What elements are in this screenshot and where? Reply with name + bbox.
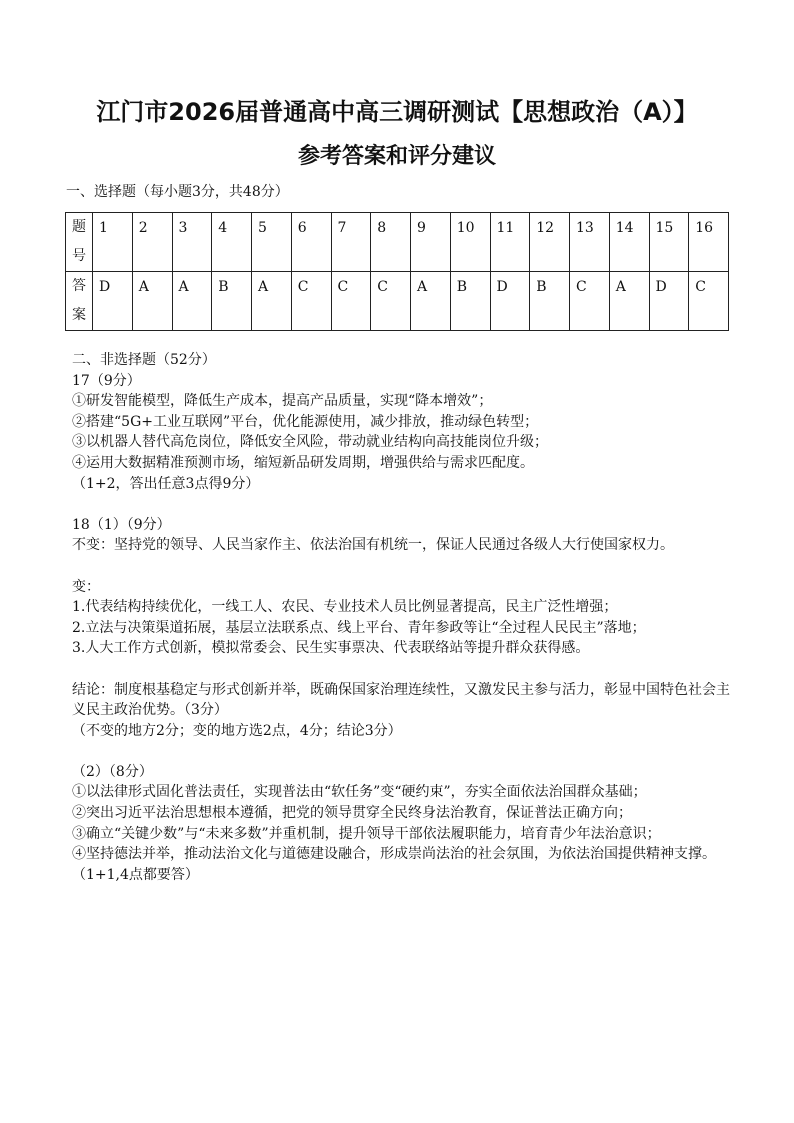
section2-heading: 二、非选择题（52分） bbox=[72, 352, 216, 368]
q18-2-point: ④坚持德法并举，推动法治文化与道德建设融合，形成崇尚法治的社会氛围，为依法治国提供精神支撑。 bbox=[72, 846, 716, 863]
answer-cell: B bbox=[212, 272, 252, 331]
q17-point: ②搭建“5G+工业互联网”平台，优化能源使用，减少排放，推动绿色转型； bbox=[72, 413, 539, 430]
answer-cell: A bbox=[252, 272, 292, 331]
q18-1-note: （不变的地方2分；变的地方选2点，4分；结论3分） bbox=[72, 722, 402, 739]
q17-note: （1+2，答出任意3点得9分） bbox=[72, 475, 260, 492]
q18-1-changed-point: 3.人大工作方式创新，模拟常委会、民生实事票决、代表联络站等提升群众获得感。 bbox=[72, 640, 590, 657]
q18-1-label: 18（1）（9分） bbox=[72, 516, 171, 533]
question-number-cell: 12 bbox=[530, 213, 570, 272]
question-number-cell: 10 bbox=[450, 213, 490, 272]
question-number-cell: 2 bbox=[132, 213, 172, 272]
q17-point: ③以机器人替代高危岗位，降低安全风险，带动就业结构向高技能岗位升级； bbox=[72, 434, 548, 451]
answer-cell: D bbox=[649, 272, 689, 331]
section2 bbox=[72, 350, 732, 885]
q18-2-note: （1+1,4点都要答） bbox=[72, 866, 199, 883]
q18-1-changed-label: 变： bbox=[72, 578, 100, 595]
answer-cell: B bbox=[530, 272, 570, 331]
page-title: 江门市2026届普通高中高三调研测试【思想政治（A）】 bbox=[96, 98, 698, 126]
question-number-cell: 13 bbox=[570, 213, 610, 272]
question-number-cell: 16 bbox=[689, 213, 729, 272]
answer-cell: C bbox=[291, 272, 331, 331]
q18-2-point: ③确立“关键少数”与“未来多数”并重机制，提升领导干部依法履职能力，培育青少年法治意识； bbox=[72, 825, 661, 842]
answer-cell: A bbox=[132, 272, 172, 331]
answer-cell: A bbox=[609, 272, 649, 331]
question-number-cell: 4 bbox=[212, 213, 252, 272]
q18-1-unchanged: 不变：坚持党的领导、人民当家作主、依法治国有机统一，保证人民通过各级人大行使国家权力。 bbox=[72, 537, 674, 554]
question-number-cell: 3 bbox=[172, 213, 212, 272]
answer-cell: A bbox=[172, 272, 212, 331]
question-number-row bbox=[66, 213, 729, 272]
answer-cell: D bbox=[93, 272, 133, 331]
question-number-cell: 7 bbox=[331, 213, 371, 272]
question-number-cell: 5 bbox=[252, 213, 292, 272]
answer-cell: C bbox=[689, 272, 729, 331]
q18-2-label: （2）（8分） bbox=[72, 763, 153, 780]
answer-cell: B bbox=[450, 272, 490, 331]
q17-label: 17（9分） bbox=[72, 372, 141, 389]
question-number-cell: 14 bbox=[609, 213, 649, 272]
question-number-cell: 1 bbox=[93, 213, 133, 272]
question-number-cell: 8 bbox=[371, 213, 411, 272]
q18-1-changed-point: 2.立法与决策渠道拓展，基层立法联系点、线上平台、青年参政等让“全过程人民民主”落地； bbox=[72, 619, 646, 636]
question-number-cell: 11 bbox=[490, 213, 530, 272]
answer-cell: C bbox=[371, 272, 411, 331]
answer-cell: A bbox=[411, 272, 451, 331]
section1-heading: 一、选择题（每小题3分，共48分） bbox=[66, 184, 289, 200]
q18-1-conclusion: 结论：制度根基稳定与形式创新并举，既确保国家治理连续性，又激发民主参与活力，彰显中国特色社会主义民主政治优势。（3分） bbox=[72, 681, 730, 719]
question-number-cell: 15 bbox=[649, 213, 689, 272]
q17-point: ①研发智能模型，降低生产成本，提高产品质量，实现“降本增效”； bbox=[72, 393, 493, 410]
answer-cell: D bbox=[490, 272, 530, 331]
question-number-cell: 9 bbox=[411, 213, 451, 272]
answer-cell: C bbox=[570, 272, 610, 331]
page-subtitle: 参考答案和评分建议 bbox=[297, 144, 496, 169]
answer-row bbox=[66, 272, 729, 331]
row-header-answer: 答案 bbox=[66, 272, 93, 331]
q18-2-point: ②突出习近平法治思想根本遵循，把党的领导贯穿全民终身法治教育，保证普法正确方向； bbox=[72, 805, 632, 822]
question-number-cell: 6 bbox=[291, 213, 331, 272]
q17-point: ④运用大数据精准预测市场，缩短新品研发周期，增强供给与需求匹配度。 bbox=[72, 454, 534, 471]
row-header-number: 题号 bbox=[66, 213, 93, 272]
answer-cell: C bbox=[331, 272, 371, 331]
q18-1-changed-point: 1.代表结构持续优化，一线工人、农民、专业技术人员比例显著提高，民主广泛性增强； bbox=[72, 599, 618, 616]
q18-2-point: ①以法律形式固化普法责任，实现普法由“软任务”变“硬约束”，夯实全面依法治国群众基础； bbox=[72, 784, 647, 801]
answer-table bbox=[65, 212, 729, 331]
